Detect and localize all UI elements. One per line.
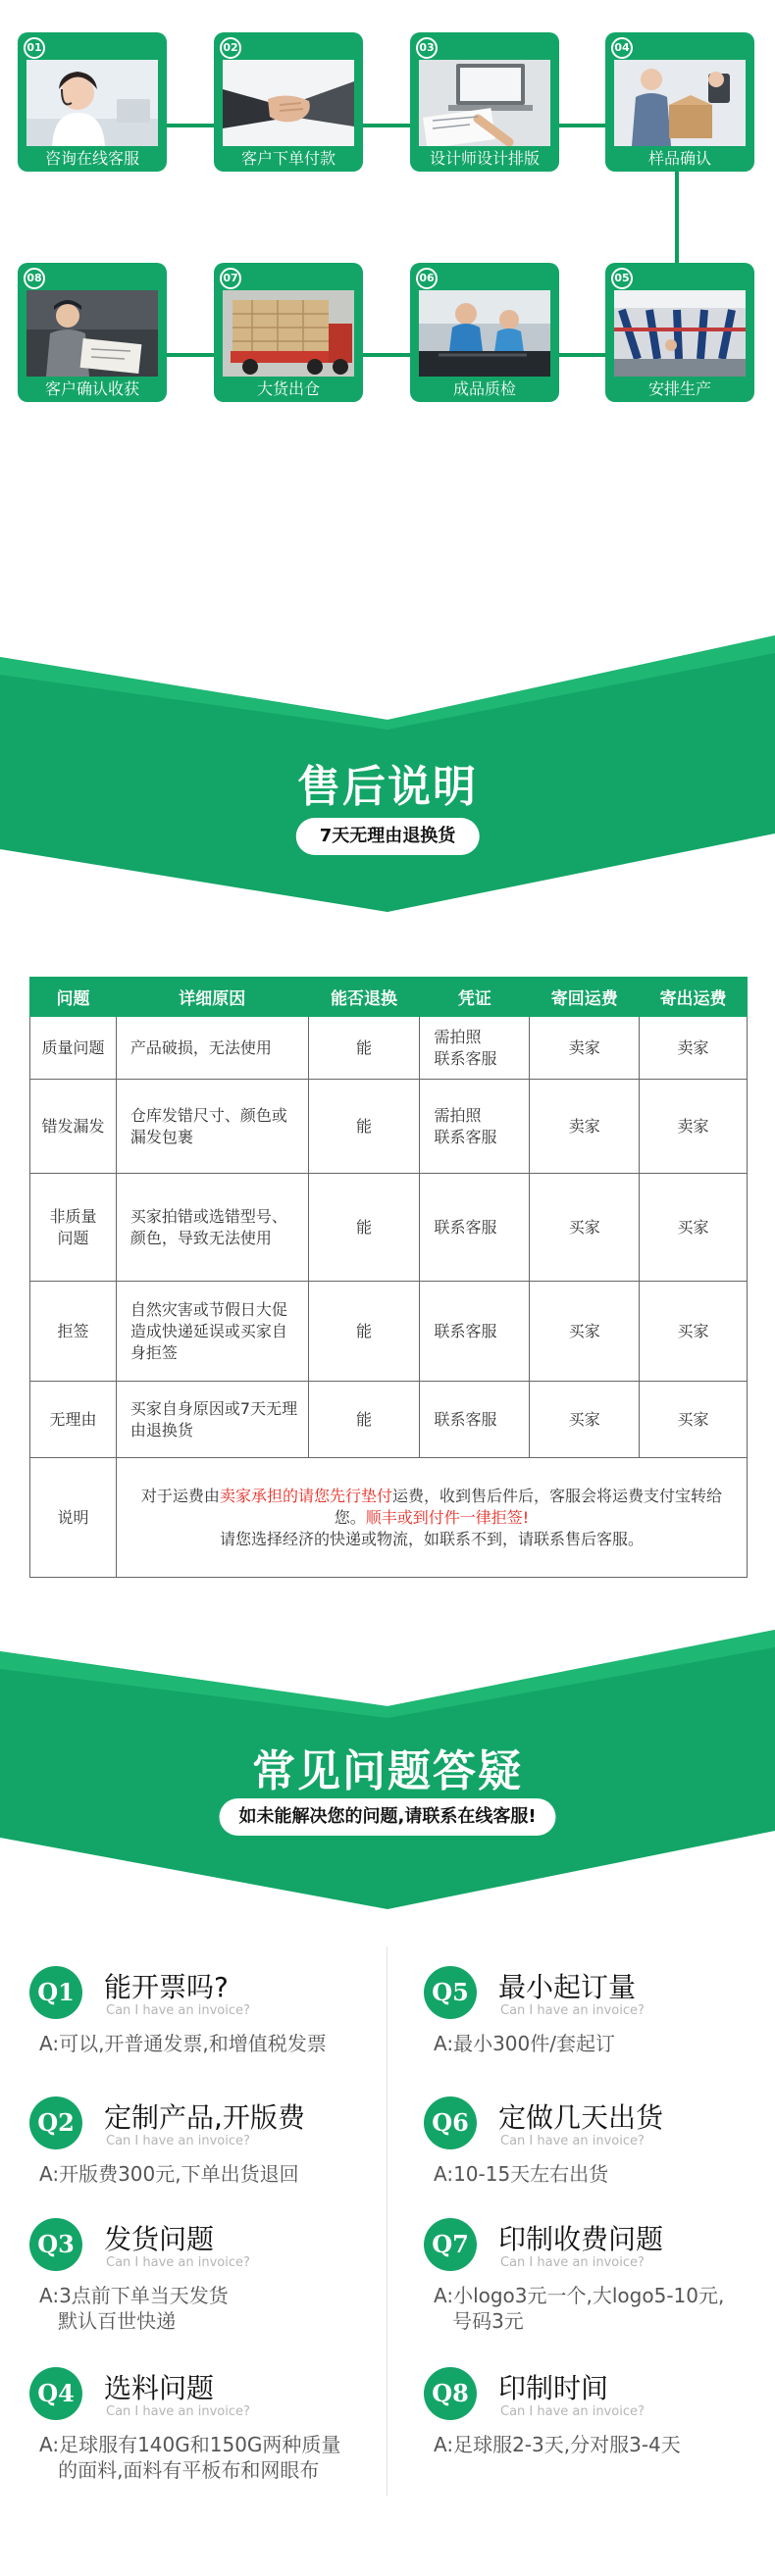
note-highlight: 卖家承担的请您先行垫付: [219, 1486, 392, 1505]
faq-answer: A:足球服有140G和150G两种质量 的面料,面料有平板布和网眼布: [39, 2433, 341, 2482]
cell-proof: 需拍照 联系客服: [420, 1017, 530, 1080]
after-sales-title: 售后说明: [297, 762, 478, 812]
cell-returnable: 能: [308, 1017, 420, 1080]
cell-returnable: 能: [308, 1080, 420, 1174]
after-sales-subtitle: 7天无理由退换货: [296, 818, 480, 855]
cell-send-fee: 卖家: [640, 1080, 748, 1174]
col-return-fee: 寄回运费: [530, 978, 640, 1017]
faq-item-q6: [424, 2096, 775, 2204]
note-part: 对于运费由: [140, 1486, 220, 1505]
cell-reason: 自然灾害或节假日大促造成快递延误或买家自身拒签: [116, 1282, 308, 1382]
faq-question-en: Can I have an invoice?: [500, 2404, 645, 2419]
handshake-icon: [223, 60, 354, 146]
cell-returnable: 能: [308, 1174, 420, 1282]
step-number: 02: [220, 37, 241, 59]
receive-icon: [26, 290, 158, 377]
faq-item-q5: [424, 1966, 775, 2074]
faq-badge: Q2: [29, 2096, 82, 2149]
step-number: 04: [611, 37, 633, 59]
table-row: [30, 1382, 748, 1458]
cell-send-fee: 买家: [640, 1282, 748, 1382]
col-returnable: 能否退换: [308, 978, 420, 1017]
flow-step-shipping: [214, 263, 363, 402]
flow-step-inspection: [410, 263, 559, 402]
flow-connector: [167, 353, 214, 357]
table-header-row: [30, 978, 748, 1017]
cell-proof: 需拍照 联系客服: [420, 1080, 530, 1174]
inspection-icon: [419, 290, 550, 377]
flow-connector: [363, 353, 410, 357]
faq-question: 能开票吗?: [104, 1971, 229, 2003]
cell-return-fee: 买家: [530, 1382, 640, 1458]
table-row-note: [30, 1458, 748, 1578]
flow-connector: [675, 172, 679, 266]
step-number: 05: [611, 268, 633, 289]
table-row: [30, 1017, 748, 1080]
step-number: 08: [24, 268, 45, 289]
cell-returnable: 能: [308, 1382, 420, 1458]
table-row: [30, 1282, 748, 1382]
step-label: 咨询在线客服: [44, 149, 139, 168]
faq-question: 印制时间: [498, 2372, 609, 2404]
flow-connector: [167, 124, 214, 127]
flow-connector: [559, 124, 606, 127]
flow-step-sample: [605, 32, 754, 172]
cell-proof: 联系客服: [420, 1282, 530, 1382]
faq-question: 最小起订量: [498, 1971, 637, 2003]
faq-badge: Q4: [29, 2367, 82, 2420]
step-label: 成品质检: [452, 379, 516, 398]
faq-question-en: Can I have an invoice?: [106, 2003, 250, 2018]
after-sales-table: [29, 977, 748, 1578]
cell-send-fee: 买家: [640, 1174, 748, 1282]
cell-proof: 联系客服: [420, 1382, 530, 1458]
col-issue: 问题: [30, 978, 117, 1017]
faq-item-q8: [424, 2367, 775, 2475]
step-label: 设计师设计排版: [429, 149, 540, 168]
flow-step-receive: [18, 263, 167, 402]
step-label: 大货出仓: [256, 379, 320, 398]
cell-issue: 拒签: [30, 1282, 117, 1382]
cell-issue: 错发漏发: [30, 1080, 117, 1174]
faq-question-en: Can I have an invoice?: [106, 2404, 250, 2419]
note-part: 运费，收到售后件后，客服会将运费支付宝转给您。: [334, 1486, 722, 1527]
cell-reason: 买家拍错或选错型号、颜色，导致无法使用: [116, 1174, 308, 1282]
faq-answer: A:最小300件/套起订: [434, 2032, 615, 2055]
cell-return-fee: 买家: [530, 1282, 640, 1382]
table-row: [30, 1174, 748, 1282]
faq-item-q3: [29, 2218, 383, 2346]
customer-service-icon: [26, 60, 158, 146]
faq-title: 常见问题答疑: [252, 1746, 523, 1796]
factory-icon: [614, 290, 746, 377]
faq-question: 定做几天出货: [498, 2101, 664, 2134]
cell-return-fee: 买家: [530, 1174, 640, 1282]
step-number: 06: [416, 268, 438, 289]
cell-reason: 买家自身原因或7天无理由退换货: [116, 1382, 308, 1458]
cell-issue: 无理由: [30, 1382, 117, 1458]
faq-question-en: Can I have an invoice?: [106, 2255, 250, 2270]
truck-icon: [223, 290, 354, 377]
flow-step-production: [605, 263, 754, 402]
faq-badge: Q6: [424, 2096, 477, 2149]
cell-issue: 质量问题: [30, 1017, 117, 1080]
note-label: 说明: [30, 1458, 117, 1578]
col-proof: 凭证: [420, 978, 530, 1017]
step-number: 03: [416, 37, 438, 59]
faq-item-q2: [29, 2096, 383, 2204]
cell-returnable: 能: [308, 1282, 420, 1382]
flow-step-order: [214, 32, 363, 172]
cell-send-fee: 卖家: [640, 1017, 748, 1080]
faq-question: 发货问题: [104, 2223, 215, 2255]
faq-badge: Q7: [424, 2218, 477, 2271]
col-send-fee: 寄出运费: [640, 978, 748, 1017]
flow-step-consult: [18, 32, 167, 172]
note-part: 请您选择经济的快递或物流，如联系不到，请联系售后客服。: [219, 1529, 644, 1548]
cell-send-fee: 买家: [640, 1382, 748, 1458]
faq-item-q7: [424, 2218, 775, 2346]
faq-item-q4: [29, 2367, 383, 2495]
faq-question-en: Can I have an invoice?: [500, 2255, 645, 2270]
cell-reason: 产品破损，无法使用: [116, 1017, 308, 1080]
step-label: 客户确认收获: [44, 379, 139, 398]
faq-badge: Q3: [29, 2218, 82, 2271]
cell-issue: 非质量问题: [30, 1174, 117, 1282]
faq-answer: A:小logo3元一个,大logo5-10元, 号码3元: [434, 2284, 725, 2333]
faq-answer: A:10-15天左右出货: [434, 2162, 609, 2186]
step-label: 样品确认: [647, 149, 711, 168]
flow-connector: [363, 124, 410, 127]
note-text: [116, 1458, 747, 1578]
faq-question: 定制产品,开版费: [104, 2101, 305, 2134]
faq-badge: Q8: [424, 2367, 477, 2420]
faq-question: 印制收费问题: [498, 2223, 664, 2255]
faq-badge: Q1: [29, 1966, 82, 2019]
faq-question-en: Can I have an invoice?: [106, 2134, 250, 2148]
faq-answer: A:3点前下单当天发货 默认百世快递: [39, 2284, 229, 2333]
faq-question-en: Can I have an invoice?: [500, 2134, 645, 2148]
faq-question-en: Can I have an invoice?: [500, 2003, 645, 2018]
faq-question: 选料问题: [104, 2372, 215, 2404]
process-flow: [0, 0, 775, 471]
faq-subtitle: 如未能解决您的问题,请联系在线客服!: [219, 1798, 555, 1836]
faq-answer: A:足球服2-3天,分对服3-4天: [434, 2433, 681, 2456]
design-icon: [419, 60, 550, 146]
faq-answer: A:开版费300元,下单出货退回: [39, 2162, 299, 2186]
after-sales-banner: [0, 635, 775, 920]
sample-box-icon: [614, 60, 746, 146]
cell-proof: 联系客服: [420, 1174, 530, 1282]
table-row: [30, 1080, 748, 1174]
step-label: 客户下单付款: [240, 149, 336, 168]
cell-reason: 仓库发错尺寸、颜色或漏发包裹: [116, 1080, 308, 1174]
cell-return-fee: 卖家: [530, 1017, 640, 1080]
faq-banner: [0, 1630, 775, 1914]
col-reason: 详细原因: [116, 978, 308, 1017]
cell-return-fee: 卖家: [530, 1080, 640, 1174]
faq-badge: Q5: [424, 1966, 477, 2019]
flow-connector: [559, 353, 606, 357]
step-number: 07: [220, 268, 241, 289]
flow-step-design: [410, 32, 559, 172]
note-warning: 顺丰或到付件一律拒签!: [365, 1507, 530, 1527]
faq-answer: A:可以,开普通发票,和增值税发票: [39, 2032, 327, 2055]
faq-divider: [387, 1946, 388, 2496]
faq-item-q1: [29, 1966, 383, 2074]
step-number: 01: [24, 37, 45, 59]
step-label: 安排生产: [647, 379, 711, 398]
